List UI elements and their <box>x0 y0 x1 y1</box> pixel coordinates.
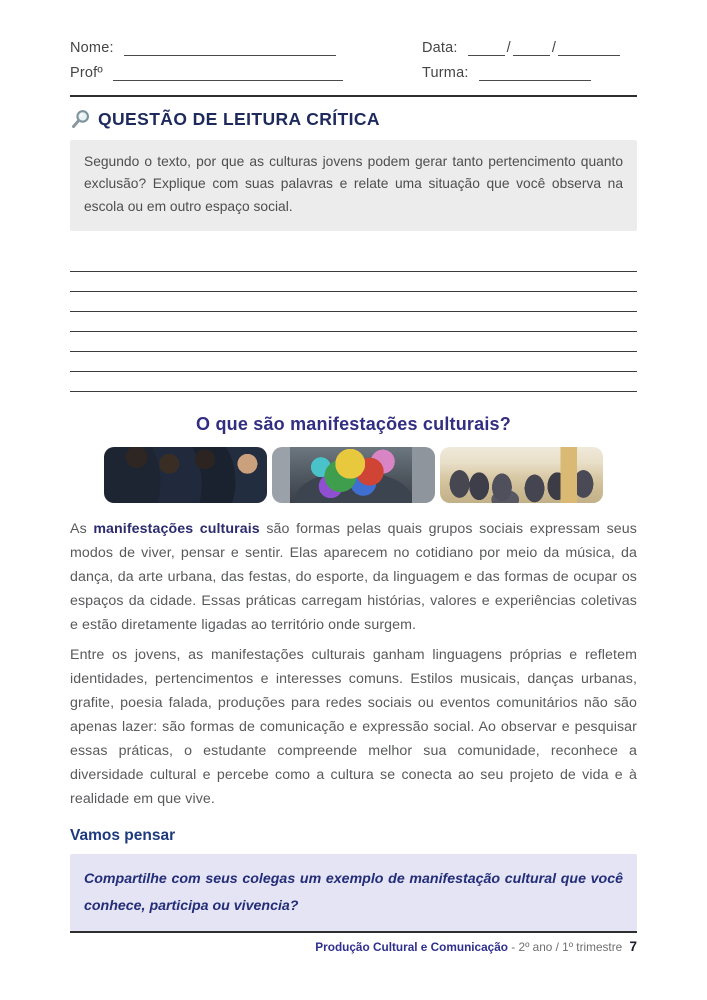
paragraph-1-rest: são formas pelas quais grupos sociais expressam seus modos de viver, pensar e sentir. Elas aparecem no cotidiano por meio da música, da dança, da arte urbana, das festas, do esporte, da linguagem e das formas de ocupar os espaços da cidade. Essas práticas carregam histórias, valores e experiências coletivas e estão diretamente ligadas ao território onde surgem. <box>70 521 637 633</box>
footer <box>70 931 637 954</box>
think-prompt-text: Compartilhe com seus colegas um exemplo de manifestação cultural que você conhece, participa ou vivencia? <box>84 871 623 914</box>
class-blank-line <box>479 65 591 81</box>
header <box>70 40 637 81</box>
date-separator: / <box>551 40 557 56</box>
paragraph-1-lead: As <box>70 521 94 538</box>
footer-rule <box>70 931 637 933</box>
image-strip <box>70 447 637 503</box>
answer-lines <box>70 252 637 392</box>
footer-text <box>70 939 637 954</box>
name-field <box>70 40 343 56</box>
critical-reading-section-header <box>70 109 637 130</box>
paragraph-1-keyterm: manifestações culturais <box>93 521 260 538</box>
answer-line <box>70 272 637 292</box>
teacher-label: Profº <box>70 65 103 81</box>
answer-line <box>70 252 637 272</box>
article-title: O que são manifestações culturais? <box>196 414 511 435</box>
class-label: Turma: <box>422 65 469 81</box>
name-blank-line <box>124 40 336 56</box>
question-prompt-text: Segundo o texto, por que as culturas jovens podem gerar tanto pertencimento quanto exclusão? Explique com suas palavras e relate uma situação que você observa na escola ou em outro espaço social. <box>84 154 623 214</box>
think-section-title: Vamos pensar <box>70 827 176 845</box>
think-prompt-box <box>70 854 637 931</box>
photo-community-circle <box>440 447 603 503</box>
magnifier-icon <box>70 109 91 130</box>
section-title: QUESTÃO DE LEITURA CRÍTICA <box>98 109 380 129</box>
header-left <box>70 40 343 81</box>
date-day-blank <box>468 40 505 56</box>
date-year-blank <box>558 40 620 56</box>
answer-line <box>70 332 637 352</box>
teacher-field <box>70 65 343 81</box>
footer-course-name: Produção Cultural e Comunicação <box>315 940 509 954</box>
answer-line <box>70 352 637 372</box>
paragraph-2: Entre os jovens, as manifestações culturais ganham linguagens próprias e refletem identidades, pertencimentos e interesses comuns. Estilos musicais, danças urbanas, grafite, poesia falada, produções para redes sociais ou eventos comunitários não são apenas lazer: são formas de comunicação e expressão social. Ao observar e pesquisar essas práticas, o estudante compreende melhor sua comunidade, reconhece a diversidade cultural e percebe como a cultura se conecta ao seu projeto de vida e à realidade em que vive. <box>70 647 637 807</box>
name-label: Nome: <box>70 40 114 56</box>
class-field <box>422 65 637 81</box>
page-number: 7 <box>629 939 637 954</box>
paragraph-1 <box>70 518 637 637</box>
date-field <box>422 40 637 56</box>
answer-line <box>70 312 637 332</box>
answer-line <box>70 292 637 312</box>
date-label: Data: <box>422 40 458 56</box>
photo-youth-street-dance <box>104 447 267 503</box>
date-separator: / <box>506 40 511 56</box>
header-right <box>422 40 637 81</box>
photo-graffiti-mural <box>272 447 435 503</box>
footer-meta: - 2º ano / 1º trimestre <box>511 940 623 954</box>
top-rule <box>70 95 637 97</box>
date-month-blank <box>513 40 550 56</box>
question-prompt-box <box>70 140 637 231</box>
answer-line <box>70 372 637 392</box>
teacher-blank-line <box>113 65 343 81</box>
